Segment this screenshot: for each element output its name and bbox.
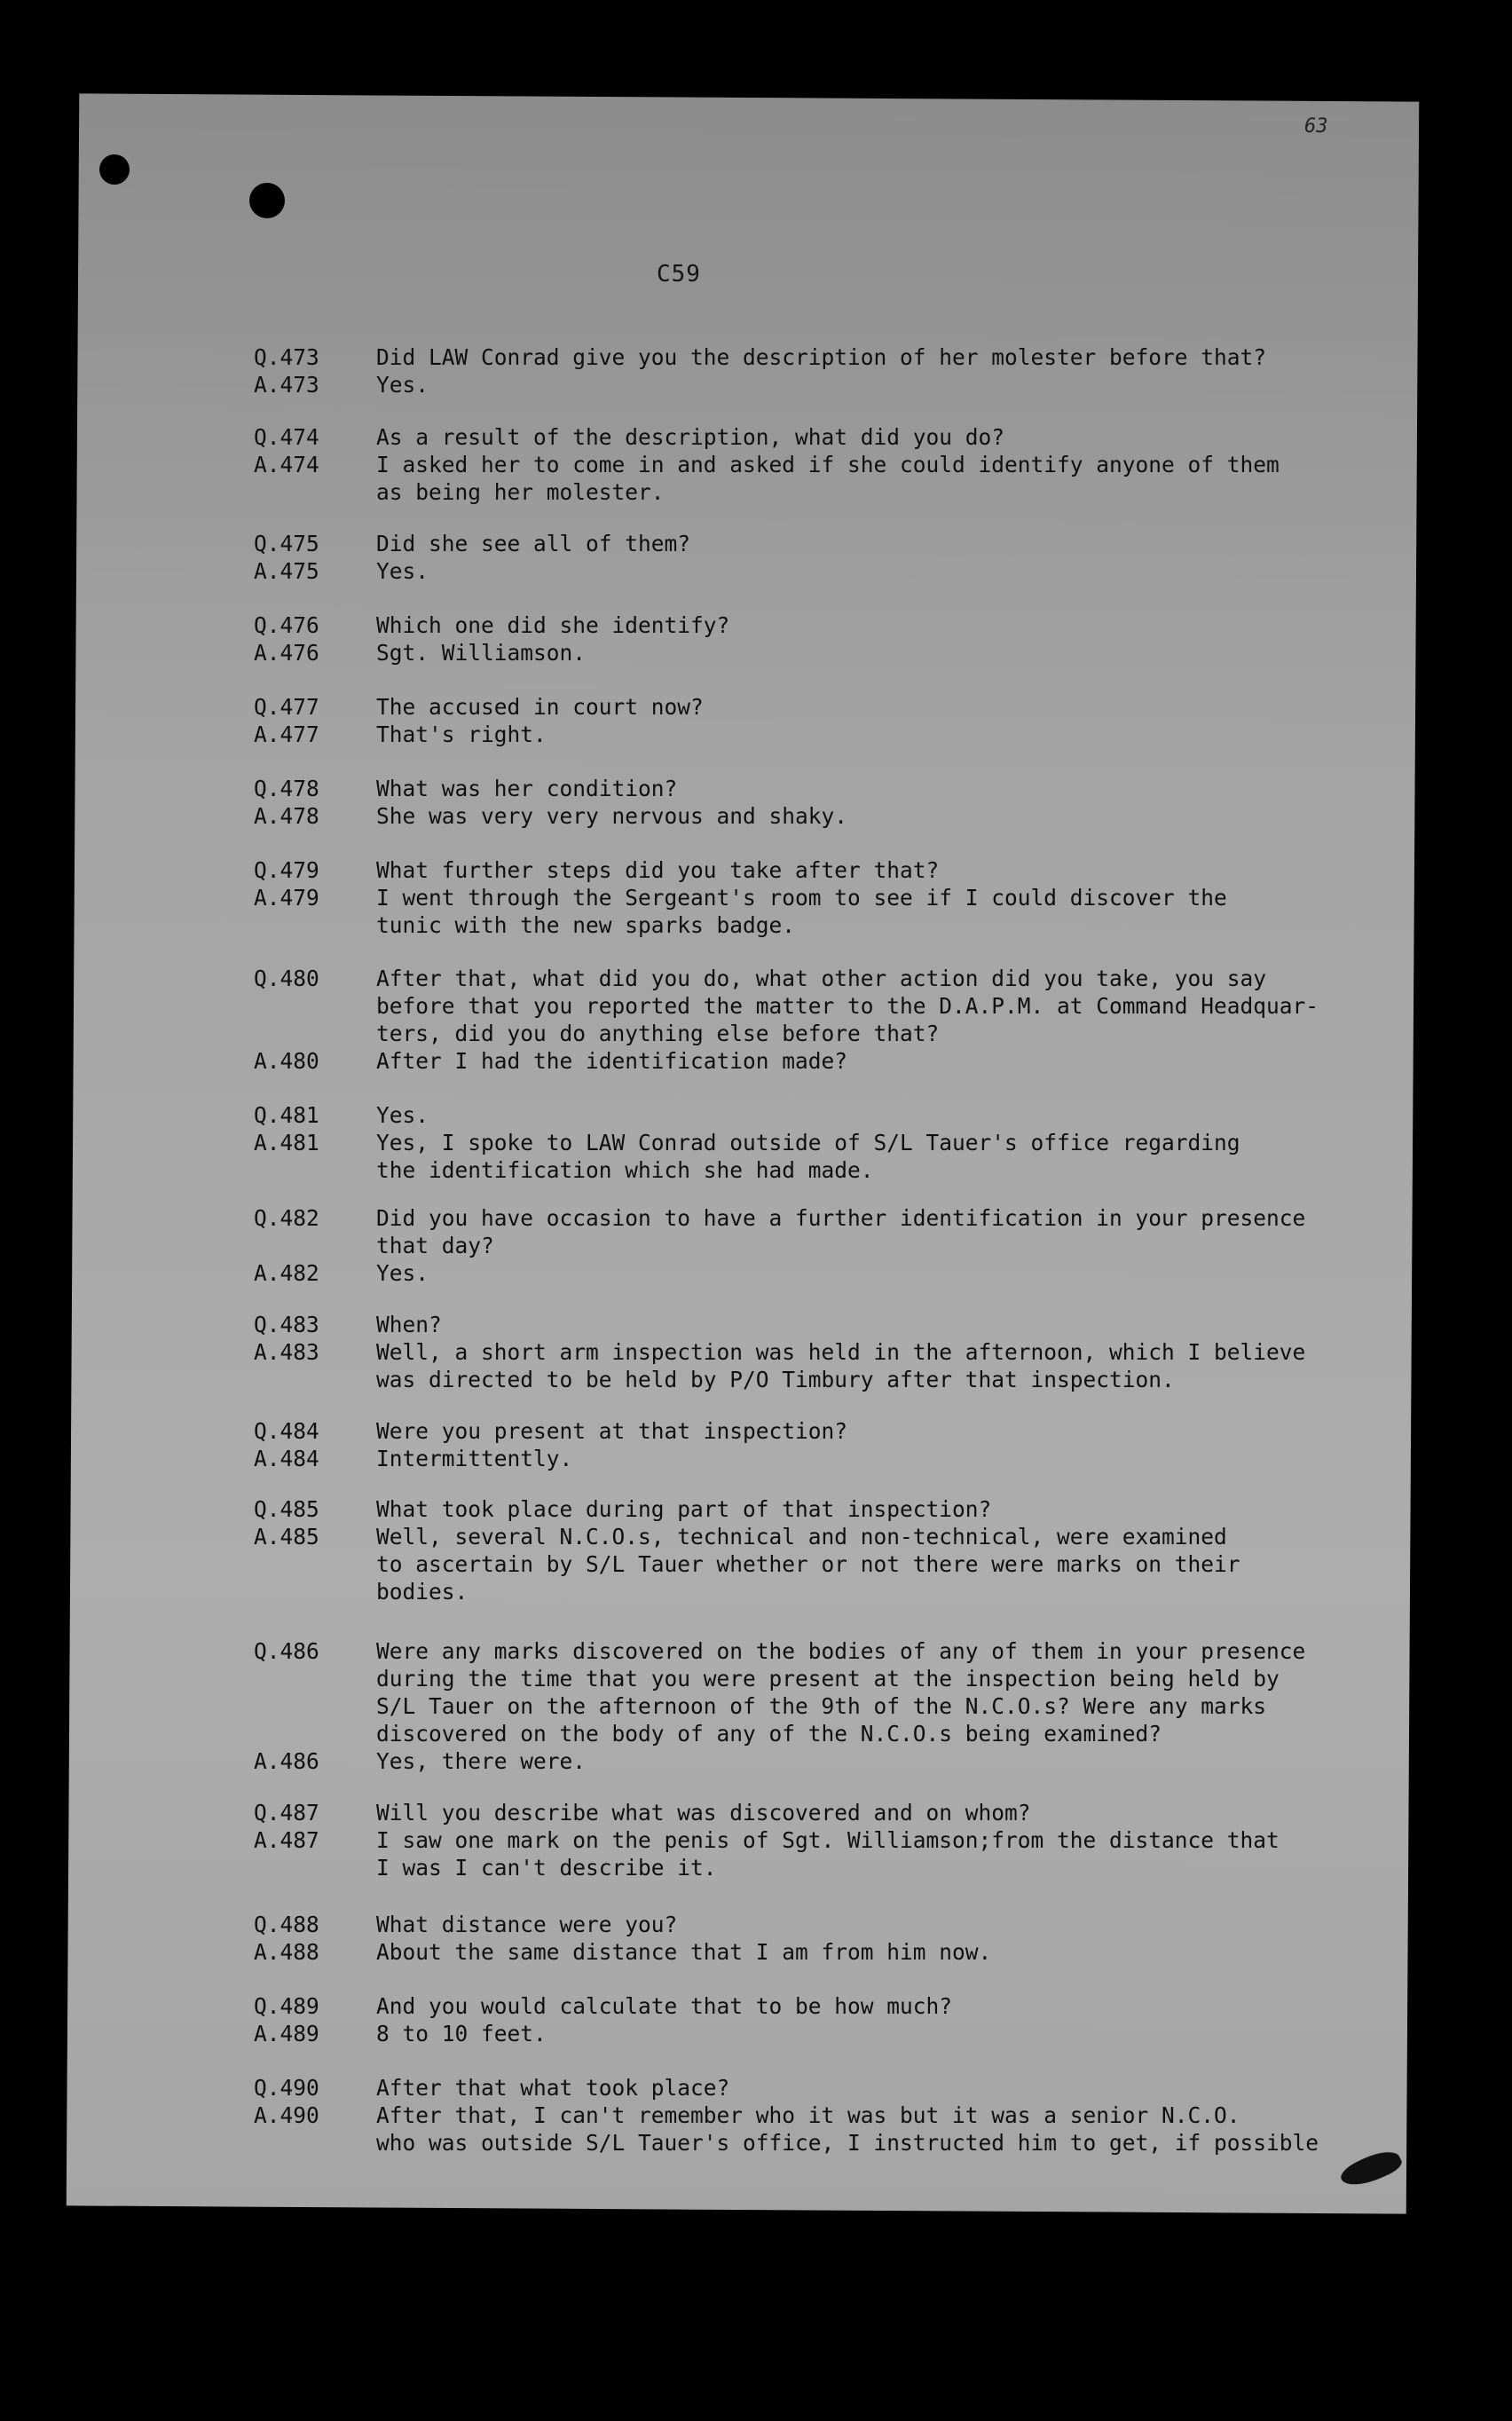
answer-text: Yes, I spoke to LAW Conrad outside of S/L Tauer's office regarding	[376, 1130, 1240, 1155]
qa-entry	[0, 1800, 1512, 1882]
question-line	[0, 531, 1512, 558]
question-text: When?	[376, 1312, 442, 1337]
answer-line	[0, 1048, 1512, 1076]
question-line	[0, 1912, 1512, 1939]
question-line	[0, 1233, 1512, 1260]
answer-number: A.488	[254, 1939, 319, 1965]
answer-line	[0, 1827, 1512, 1855]
answer-text: That's right.	[376, 722, 547, 747]
question-text: As a result of the description, what did you do?	[376, 424, 1005, 450]
question-number: Q.490	[254, 2075, 319, 2101]
punch-hole	[249, 183, 285, 218]
question-line	[0, 1102, 1512, 1130]
answer-number: A.473	[254, 372, 319, 398]
question-number: Q.474	[254, 424, 319, 450]
question-number: Q.480	[254, 966, 319, 991]
question-line	[0, 1693, 1512, 1721]
question-number: Q.473	[254, 344, 319, 370]
qa-entry	[0, 1912, 1512, 1967]
answer-number: A.482	[254, 1260, 319, 1286]
answer-number: A.480	[254, 1048, 319, 1074]
question-text: Did LAW Conrad give you the description of her molester before that?	[376, 344, 1267, 370]
question-number: Q.487	[254, 1800, 319, 1826]
question-text: Were any marks discovered on the bodies of any of them in your presence	[376, 1638, 1306, 1664]
question-line	[0, 776, 1512, 803]
question-text: What distance were you?	[376, 1912, 678, 1937]
question-line	[0, 424, 1512, 452]
answer-line	[0, 2102, 1512, 2130]
question-line	[0, 993, 1512, 1021]
question-line	[0, 1666, 1512, 1693]
answer-text: I asked her to come in and asked if she could identify anyone of them	[376, 452, 1280, 477]
qa-entry	[0, 344, 1512, 399]
question-line	[0, 1205, 1512, 1233]
answer-line	[0, 640, 1512, 667]
answer-number: A.486	[254, 1748, 319, 1774]
qa-entry	[0, 1496, 1512, 1606]
answer-line	[0, 1339, 1512, 1367]
answer-number: A.474	[254, 452, 319, 477]
question-line	[0, 612, 1512, 640]
question-number: Q.481	[254, 1102, 319, 1128]
answer-number: A.489	[254, 2021, 319, 2046]
question-line	[0, 1721, 1512, 1748]
answer-number: A.477	[254, 722, 319, 747]
answer-text: I was I can't describe it.	[376, 1855, 717, 1881]
answer-text: the identification which she had made.	[376, 1157, 874, 1183]
qa-entry	[0, 1418, 1512, 1473]
answer-text: Yes.	[376, 558, 429, 584]
qa-entry	[0, 1638, 1512, 1776]
answer-line	[0, 803, 1512, 831]
answer-text: Well, a short arm inspection was held in the afternoon, which I believe	[376, 1339, 1306, 1365]
answer-line	[0, 558, 1512, 586]
question-number: Q.489	[254, 1993, 319, 2019]
question-text: What took place during part of that inspection?	[376, 1496, 992, 1522]
question-line	[0, 344, 1512, 372]
answer-text: to ascertain by S/L Tauer whether or not there were marks on their	[376, 1551, 1240, 1577]
answer-number: A.479	[254, 885, 319, 911]
answer-line	[0, 1260, 1512, 1288]
answer-line	[0, 1367, 1512, 1394]
answer-number: A.476	[254, 640, 319, 666]
question-line	[0, 1312, 1512, 1339]
answer-text: Intermittently.	[376, 1446, 573, 1471]
qa-entry	[0, 694, 1512, 749]
qa-entry	[0, 1102, 1512, 1185]
answer-number: A.475	[254, 558, 319, 584]
answer-text: Yes, there were.	[376, 1748, 587, 1774]
qa-entry	[0, 1205, 1512, 1288]
answer-text: bodies.	[376, 1579, 469, 1605]
qa-entry	[0, 776, 1512, 831]
punch-hole	[99, 154, 130, 185]
answer-number: A.483	[254, 1339, 319, 1365]
question-text: during the time that you were present at the inspection being held by	[376, 1666, 1280, 1692]
question-number: Q.486	[254, 1638, 319, 1664]
answer-number: A.485	[254, 1524, 319, 1550]
answer-line	[0, 1157, 1512, 1185]
qa-entry	[0, 857, 1512, 940]
answer-line	[0, 1748, 1512, 1776]
question-text: Which one did she identify?	[376, 612, 730, 638]
question-number: Q.488	[254, 1912, 319, 1937]
qa-entry	[0, 531, 1512, 586]
question-text: before that you reported the matter to the D.A.P.M. at Command Headquar-	[376, 993, 1319, 1019]
qa-entry	[0, 1312, 1512, 1394]
question-number: Q.477	[254, 694, 319, 720]
answer-line	[0, 2021, 1512, 2048]
answer-line	[0, 885, 1512, 912]
qa-entry	[0, 424, 1512, 507]
question-line	[0, 1496, 1512, 1524]
question-number: Q.479	[254, 857, 319, 883]
answer-text: as being her molester.	[376, 479, 665, 505]
answer-text: Yes.	[376, 1260, 429, 1286]
answer-line	[0, 372, 1512, 399]
answer-text: who was outside S/L Tauer's office, I instructed him to get, if possible	[376, 2130, 1319, 2156]
answer-line	[0, 1524, 1512, 1551]
answer-line	[0, 452, 1512, 479]
question-text: After that, what did you do, what other action did you take, you say	[376, 966, 1267, 991]
answer-line	[0, 722, 1512, 749]
answer-text: I saw one mark on the penis of Sgt. Williamson;from the distance that	[376, 1827, 1280, 1853]
question-text: Yes.	[376, 1102, 429, 1128]
answer-text: I went through the Sergeant's room to see if I could discover the	[376, 885, 1227, 911]
answer-line	[0, 1855, 1512, 1882]
answer-line	[0, 912, 1512, 940]
question-number: Q.483	[254, 1312, 319, 1337]
question-text: What further steps did you take after that?	[376, 857, 940, 883]
answer-line	[0, 1130, 1512, 1157]
question-text: After that what took place?	[376, 2075, 730, 2101]
question-number: Q.475	[254, 531, 319, 556]
qa-entry	[0, 966, 1512, 1076]
question-text: Were you present at that inspection?	[376, 1418, 848, 1444]
question-line	[0, 1021, 1512, 1048]
question-line	[0, 2075, 1512, 2102]
question-text: S/L Tauer on the afternoon of the 9th of the N.C.O.s? Were any marks	[376, 1693, 1267, 1719]
answer-number: A.478	[254, 803, 319, 829]
question-number: Q.476	[254, 612, 319, 638]
question-line	[0, 1993, 1512, 2021]
page-number: 63	[1304, 115, 1328, 138]
question-text: discovered on the body of any of the N.C.O.s being examined?	[376, 1721, 1162, 1747]
qa-entry	[0, 2075, 1512, 2157]
answer-text: 8 to 10 feet.	[376, 2021, 547, 2046]
question-text: And you would calculate that to be how much?	[376, 1993, 953, 2019]
answer-text: After I had the identification made?	[376, 1048, 848, 1074]
question-line	[0, 1418, 1512, 1446]
question-line	[0, 1800, 1512, 1827]
qa-entry	[0, 1993, 1512, 2048]
answer-text: After that, I can't remember who it was but it was a senior N.C.O.	[376, 2102, 1240, 2128]
answer-line	[0, 1939, 1512, 1967]
question-number: Q.482	[254, 1205, 319, 1231]
answer-text: She was very very nervous and shaky.	[376, 803, 848, 829]
question-number: Q.484	[254, 1418, 319, 1444]
question-number: Q.478	[254, 776, 319, 801]
question-text: Will you describe what was discovered and on whom?	[376, 1800, 1031, 1826]
answer-number: A.484	[254, 1446, 319, 1471]
question-number: Q.485	[254, 1496, 319, 1522]
answer-line	[0, 1551, 1512, 1579]
answer-text: Well, several N.C.O.s, technical and non-technical, were examined	[376, 1524, 1227, 1550]
answer-number: A.487	[254, 1827, 319, 1853]
answer-text: About the same distance that I am from him now.	[376, 1939, 992, 1965]
question-line	[0, 966, 1512, 993]
question-text: Did you have occasion to have a further identification in your presence	[376, 1205, 1306, 1231]
answer-text: Sgt. Williamson.	[376, 640, 587, 666]
qa-entry	[0, 612, 1512, 667]
answer-line	[0, 1446, 1512, 1473]
question-text: The accused in court now?	[376, 694, 704, 720]
answer-line	[0, 1579, 1512, 1606]
answer-number: A.490	[254, 2102, 319, 2128]
answer-number: A.481	[254, 1130, 319, 1155]
question-line	[0, 1638, 1512, 1666]
question-text: Did she see all of them?	[376, 531, 691, 556]
question-line	[0, 694, 1512, 722]
question-line	[0, 857, 1512, 885]
question-text: What was her condition?	[376, 776, 678, 801]
answer-text: Yes.	[376, 372, 429, 398]
answer-line	[0, 479, 1512, 507]
page-header: C59	[657, 261, 701, 288]
answer-line	[0, 2130, 1512, 2157]
question-text: that day?	[376, 1233, 494, 1258]
answer-text: tunic with the new sparks badge.	[376, 912, 796, 938]
answer-text: was directed to be held by P/O Timbury after that inspection.	[376, 1367, 1175, 1392]
question-text: ters, did you do anything else before that?	[376, 1021, 940, 1046]
